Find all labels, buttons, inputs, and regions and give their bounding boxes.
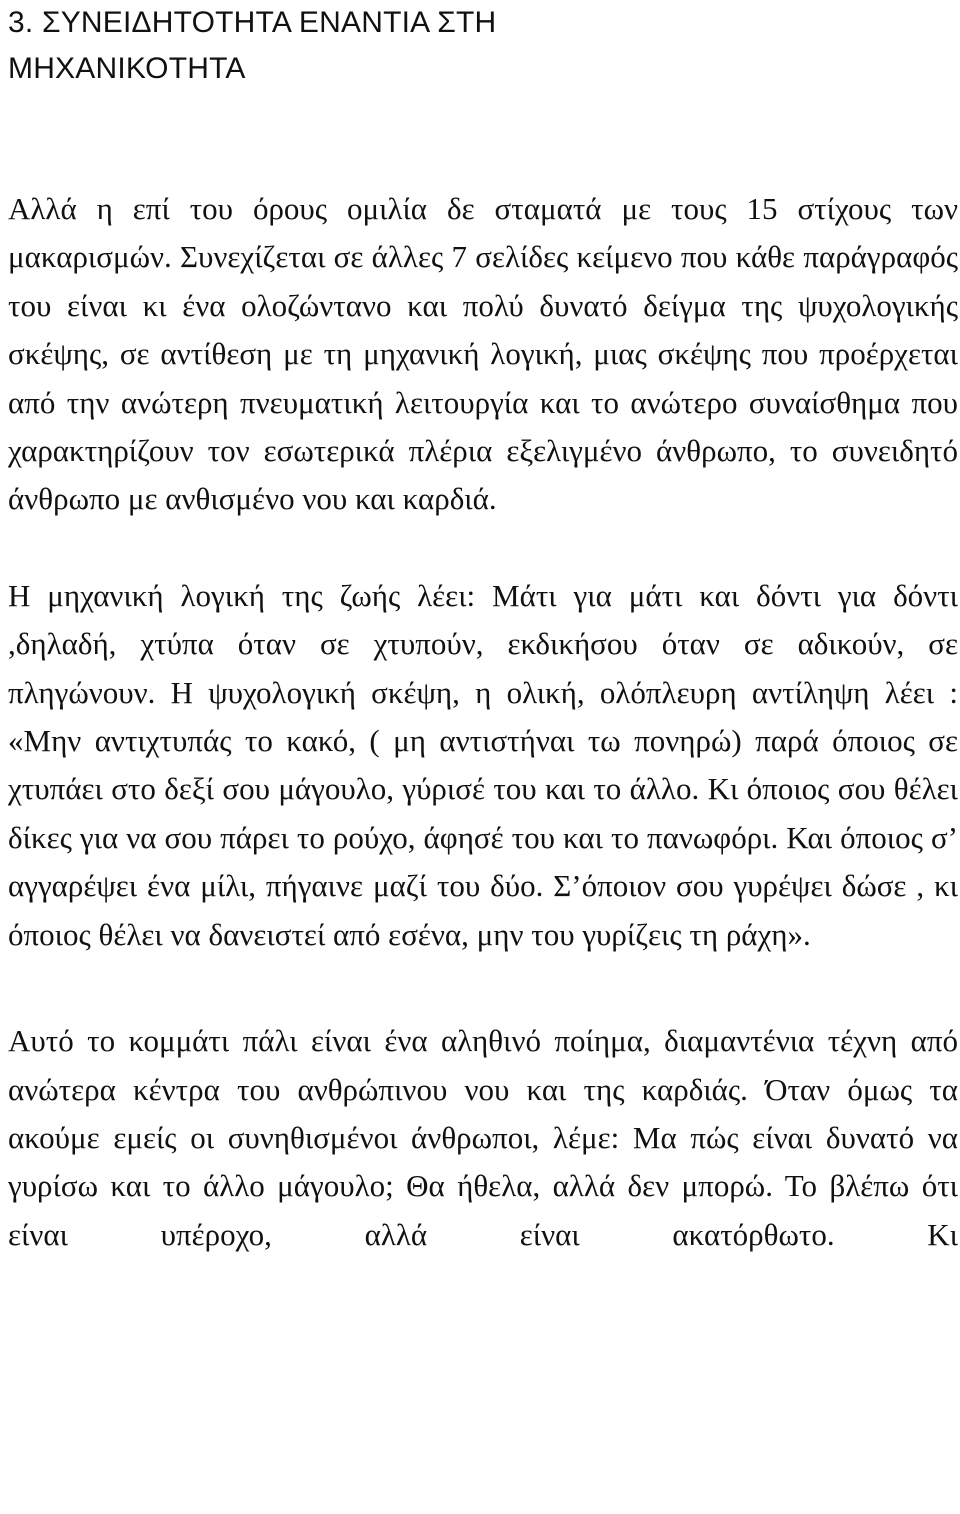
paragraph-1: Αλλά η επί του όρους ομιλία δε σταματά με τους 15 στίχους των μακαρισμών. Συνεχίζεται σε άλλες 7 σελίδες κείμενο που κάθε παράγραφός του είναι κι ένα ολοζώντανο και πολύ δυνατό δείγμα της ψυχολογικής σκέψης, σε αντίθεση με τη μηχανική λογική, μιας σκέψης που προέρχεται από την ανώτερη πνευματική λειτουργία και το ανώτερο συναίσθημα που χαρακτηρίζουν τον εσωτερικά πλέρια εξελιγμένο άνθρωπο, το συνειδητό άνθρωπο με ανθισμένο νου και καρδιά. [8, 191, 958, 517]
paragraph-3: Αυτό το κομμάτι πάλι είναι ένα αληθινό ποίημα, διαμαντένια τέχνη από ανώτερα κέντρα του ανθρώπινου νου και της καρδιάς. Όταν όμως τα ακούμε εμείς οι συνηθισμένοι άνθρωποι, λέμε: Μα πώς είναι δυνατό να γυρίσω και το άλλο μάγουλο; Θα ήθελα, αλλά δεν μπορώ. Το βλέπω ότι είναι υπέροχο, αλλά είναι ακατόρθωτο. Κι [8, 1023, 958, 1252]
paragraph-2: Η μηχανική λογική της ζωής λέει: Μάτι για μάτι και δόντι για δόντι ,δηλαδή, χτύπα όταν σε χτυπούν, εκδικήσου όταν σε αδικούν, σε πληγώνουν. Η ψυχολογική σκέψη, η ολική, ολόπλευρη αντίληψη λέει : «Μην αντιχτυπάς το κακό, ( μη αντιστήναι τω πονηρώ) παρά όποιος σε χτυπάει στο δεξί σου μάγουλο, γύρισέ του και το άλλο. Κι όποιος σου θέλει δίκες για να σου πάρει το ρούχο, άφησέ του και το πανωφόρι. Και όποιος σ’ αγγαρέψει ένα μίλι, πήγαινε μαζί του δύο. Σ’όποιον σου γυρέψει δώσε , κι όποιος θέλει να δανειστεί από εσένα, μην του γυρίζεις τη ράχη». [8, 577, 958, 952]
document-page [8, 0, 958, 1259]
chapter-heading-line-2: ΜΗΧΑΝΙΚΟΤΗΤΑ [8, 52, 246, 85]
chapter-heading-line-1: 3. ΣΥΝΕΙΔΗΤΟΤΗΤΑ ΕΝΑΝΤΙΑ ΣΤΗ [8, 6, 497, 39]
chapter-heading [8, 0, 958, 92]
